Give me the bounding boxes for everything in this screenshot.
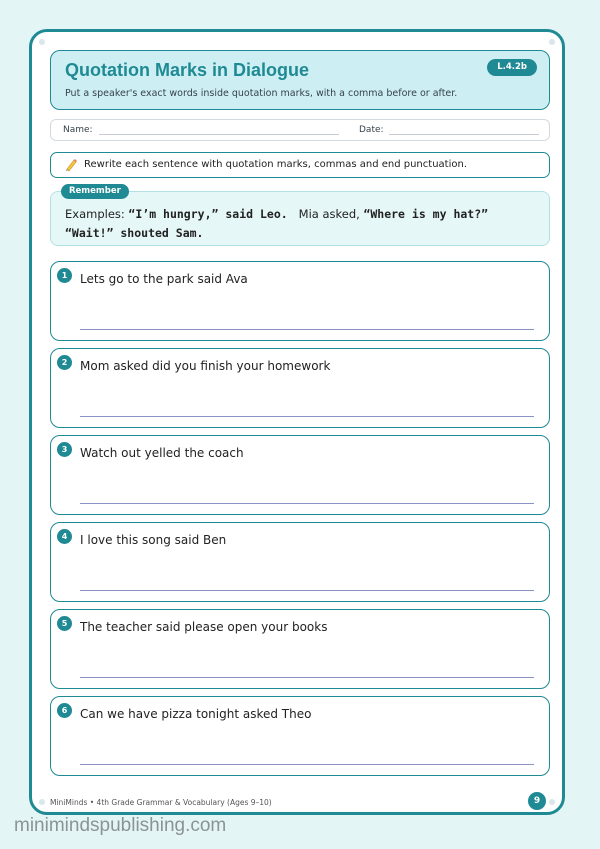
instruction-text: Rewrite each sentence with quotation marks, commas and end punctuation.	[84, 159, 467, 170]
question-number: 2	[57, 355, 72, 370]
watermark-text: minimindspublishing.com	[14, 815, 227, 836]
question-number: 6	[57, 703, 72, 718]
question-card-3	[50, 435, 550, 515]
worksheet-page	[29, 29, 565, 815]
question-text: The teacher said please open your books	[80, 620, 328, 634]
name-date-row	[50, 119, 550, 141]
question-card-2	[50, 348, 550, 428]
name-field[interactable]	[99, 134, 339, 135]
worksheet-header	[50, 50, 550, 110]
example-2-prefix: Mia asked,	[298, 207, 360, 221]
question-number: 5	[57, 616, 72, 631]
examples-label: Examples:	[65, 207, 125, 221]
examples-text	[65, 205, 535, 243]
question-text: Watch out yelled the coach	[80, 446, 244, 460]
standard-badge: L.4.2b	[487, 59, 537, 76]
answer-line[interactable]	[80, 590, 534, 591]
footer-text: MiniMinds • 4th Grade Grammar & Vocabulary (Ages 9–10)	[50, 798, 272, 807]
question-text: Can we have pizza tonight asked Theo	[80, 707, 312, 721]
corner-dot	[39, 39, 45, 45]
question-number: 1	[57, 268, 72, 283]
answer-line[interactable]	[80, 503, 534, 504]
answer-line[interactable]	[80, 764, 534, 765]
remember-badge: Remember	[61, 184, 129, 199]
question-number: 4	[57, 529, 72, 544]
instruction-box	[50, 152, 550, 178]
page-number-badge: 9	[528, 792, 546, 810]
question-card-4	[50, 522, 550, 602]
answer-line[interactable]	[80, 416, 534, 417]
answer-line[interactable]	[80, 677, 534, 678]
corner-dot	[549, 799, 555, 805]
question-text: I love this song said Ben	[80, 533, 227, 547]
question-card-6	[50, 696, 550, 776]
page-subtitle: Put a speaker's exact words inside quotation marks, with a comma before or after.	[65, 88, 458, 99]
answer-line[interactable]	[80, 329, 534, 330]
question-card-5	[50, 609, 550, 689]
date-label: Date:	[359, 125, 384, 135]
question-card-1	[50, 261, 550, 341]
question-text: Lets go to the park said Ava	[80, 272, 248, 286]
example-2-quote: “Where is my hat?”	[363, 207, 489, 221]
corner-dot	[549, 39, 555, 45]
question-number: 3	[57, 442, 72, 457]
example-3: “Wait!” shouted Sam.	[65, 226, 204, 240]
corner-dot	[39, 799, 45, 805]
example-1: “I’m hungry,” said Leo.	[128, 207, 288, 221]
remember-box	[50, 186, 550, 246]
date-field[interactable]	[389, 134, 539, 135]
page-title: Quotation Marks in Dialogue	[65, 60, 310, 80]
name-label: Name:	[63, 125, 93, 135]
pencil-icon	[64, 158, 78, 172]
question-text: Mom asked did you finish your homework	[80, 359, 331, 373]
